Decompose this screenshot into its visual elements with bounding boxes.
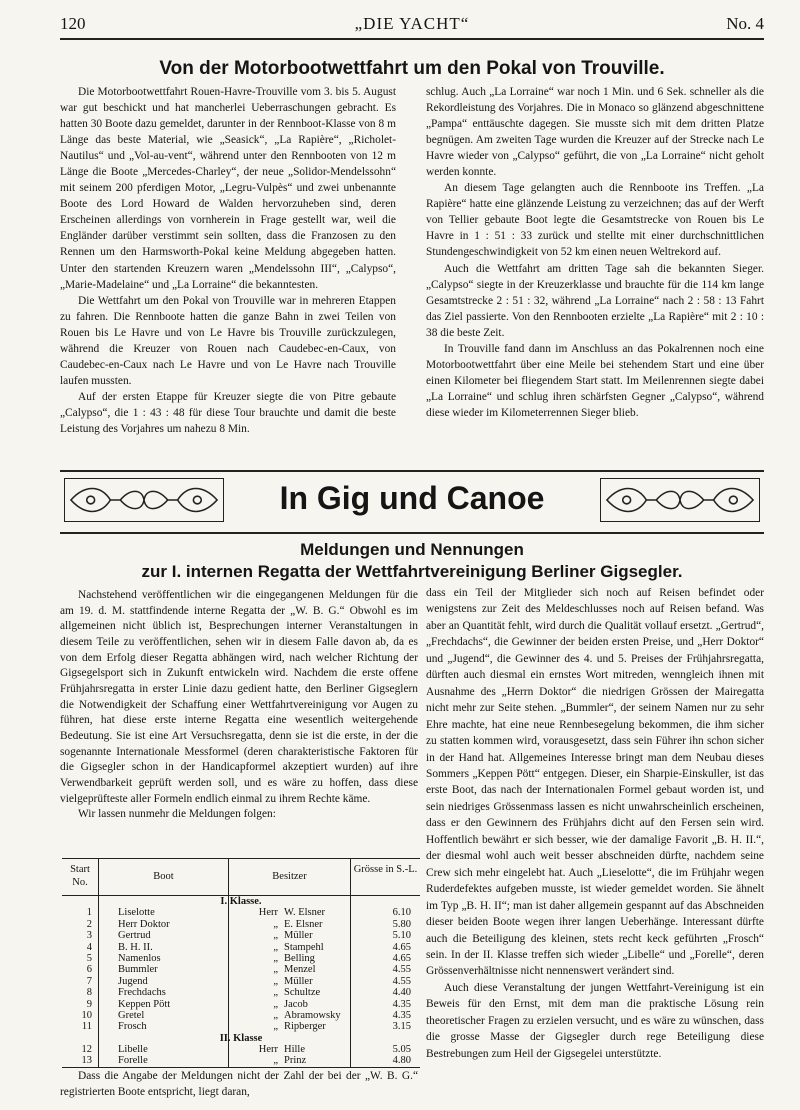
article1-right-column [426,84,764,421]
cell-owner-prefix: „ [273,930,278,942]
cell-owner-prefix: „ [273,918,278,930]
cell-owner: Stampehl [284,941,324,953]
cell-owner: Ripberger [284,1021,326,1033]
paragraph: Nachstehend veröffentlichen wir die eingegangenen Meldungen für die am 19. d. M. stattfindende interne Regatta der „W. B. G.“ Obwohl es im allgemeinen nicht üblich ist, Besprechungen interner Veranstaltungen in diesem Teile zu veröffentlichen, sehen wir in diesem Falle davon ab, da es von dem Erfolg dieser Regatta abhängen wird, nach welcher Richtung der Gigsegelsport sich in Zukunft entwickeln wird. Nachdem die erste offene Frühjahrsregatta in erster Linie dazu gedient hatte, den Berliner Gigseglern die Notwendigkeit der Schaffung einer Wettfahrtvereinigung vor Augen zu führen, hat diese erste interne Regatta eine wesentlich weitergehende Bedeutung. Sie ist eine Art Versuchsregatta, denn sie ist die erste, in der die sogenannte Internationale Messformel (deren charakteristische Faktoren für die Gigsegler schon in der Handicapformel akzeptiert wurden) auf ihre Verwendbarkeit geprüft werden soll, und es wäre zu hoffen, dass diese vielgeprüfteste aller Formeln endlich einmal zu ihrem Rechte käme. [60,589,418,805]
cell-owner: Müller [284,930,313,942]
article1-title: Von der Motorbootwettfahrt um den Pokal von Trouville. [159,58,665,79]
cell-start-no: 2 [86,918,92,930]
cell-boot: Gertrud [118,930,151,942]
cell-owner: Schultze [284,987,321,999]
class-heading: II. Klasse [219,1032,263,1044]
cell-size: 4.65 [392,941,411,953]
cell-owner: Hille [284,1044,305,1056]
cell-boot: Forelle [118,1055,148,1067]
paragraph: Die Wettfahrt um den Pokal von Trouville war in mehreren Etappen zu fahren. Die Rennboote hatten die ganze Bahn in zwei Teilen von Rouen bis Le Havre und von Le Havre bis Trouville zurückzulegen, während die Kreuzer von Rouen nach Caudebec-en-Caux, von Caudebec-en-Caux nach Le Havre und von Le Havre nach Trouville laufen mussten. [60,294,396,387]
cell-owner: Müller [284,975,313,987]
section-title: In Gig und Canoe [279,480,545,516]
cell-owner-prefix: „ [273,1009,278,1021]
cell-boot: Frosch [118,1021,147,1033]
table-row [62,1010,420,1021]
table-row [62,919,420,930]
cell-start-no: 12 [81,1044,92,1056]
table-body [62,896,420,1068]
paragraph: Auf der ersten Etappe für Kreuzer siegte die von Pitre gebaute „Calypso“, die 1 : 43 : 48 für diese Tour brauchte und damit die beste Leistung des Vorjahres um nahezu 8 Min. [60,390,396,435]
cell-boot: Jugend [118,975,148,987]
cell-boot: B. H. II. [118,941,153,953]
table-row [62,1044,420,1055]
cell-boot: Herr Doktor [118,918,170,930]
table-row [62,930,420,941]
cell-size: 4.40 [392,987,411,999]
cell-start-no: 6 [86,964,92,976]
cell-boot: Frechdachs [118,987,166,999]
cell-start-no: 5 [86,952,92,964]
table-row [62,999,420,1010]
table-row [62,907,420,918]
ornament-right-icon [600,478,760,522]
header-start: Start No. [70,864,90,888]
article2-left-footer [60,1069,418,1100]
cell-owner-prefix: „ [273,952,278,964]
cell-boot: Libelle [118,1044,148,1056]
cell-size: 4.35 [392,998,411,1010]
table-row [62,1055,420,1066]
paragraph: schlug. Auch „La Lorraine“ war noch 1 Min. und 6 Sek. schneller als die Rekordleistung des Vorjahres. Die in Monaco so glänzend abgeschnittene „Pampa“ enttäuschte dagegen. Sie musste sich mit dem dritten Platze begnügen. Am zweiten Tage wurden die Kreuzer auf der Strecke nach Le Havre wieder von „Calypso“ geführt, die von „La Lorraine“ nicht geholt werden konnte. [426,86,764,179]
ornament-left-icon [64,478,224,522]
cell-size: 5.05 [392,1044,411,1056]
cell-start-no: 7 [86,975,92,987]
class-heading: I. Klasse. [220,896,262,907]
article1-left-column [60,84,396,437]
cell-boot: Liselotte [118,907,155,919]
cell-size: 4.55 [392,964,411,976]
magazine-title: „DIE YACHT“ [354,14,470,33]
table-row [62,976,420,987]
cell-boot: Gretel [118,1009,145,1021]
cell-owner-prefix: Herr [258,1044,278,1056]
header-rule [60,38,764,40]
cell-owner: W. Elsner [284,907,326,919]
header-groesse: Grösse in S.-L. [353,864,418,875]
cell-owner-prefix: „ [273,964,278,976]
cell-owner-prefix: „ [273,941,278,953]
cell-start-no: 1 [86,907,92,919]
paragraph: An diesem Tage gelangten auch die Rennboote ins Treffen. „La Rapière“ hatte eine glänzende Leistung zu verzeichnen; das auf der Werft von Tellier gebaute Boot legte die Gesamtstrecke von Rouen bis Le Havre in 1 : 51 : 33 zurück und stellte mit einer durchschnittlichen Stundengeschwindigkeit von 52 km einen neuen Weltrekord auf. [426,182,764,259]
paragraph: dass ein Teil der Mitglieder sich noch auf Reisen befindet oder wenigstens zur Zeit des Meldeschlusses noch auf Reisen befand. Was aber an Quantität fehlt, wird durch die Qualität vollauf ersetzt. „Gertrud“, „Frechdachs“, die Gewinner der beiden ersten Preise, und „Herr Doktor“ und „Jugend“, die Gewinner des 4. und 5. Preises der Frühjahrsregatta, dürften auch diesmal ein ernstes Wort mitreden, wenngleich ihnen mit Ausnahme des „Herrn Doktor“ die niedrigen Grössen der Mairegatta nicht mehr zur Seite stehen. „Bummler“, der seinem Namen nur zu sehr Ehre machte, hat eine neue Rennbesegelung bekommen, die ihm sicher zu statten kommen wird, vorausgesetzt, dass sein Führer ihn schon sicher in der Hand hat. Allgemeines Interesse bringt man dem Neubau dieses Sommers „Keppen Pött“ entgegen. Dieser, ein Sharpie-Einskuller, ist das erste Boot, das nach der Internationalen Formel gebaut worden ist, und sein niedriges Grössenmass lassen es nicht unwahrscheinlich erscheinen, dass er den Gewinnern des Frühjahrs dicht auf den Fersen sein wird. Hoffentlich bewährt er sich besser, wie der damalige Favorit „B. H. II.“, der diesmal wohl auch weit besser abschneiden dürfte, nachdem seine Crew sich mehr eingelebt hat. Auch „Lieselotte“, die im Frühjahr wegen Ruderdefektes aufgeben musste, ist wieder gemeldet worden. Sie ähnelt im Typ „B. H. II“; man ist daher allgemein gespannt auf das Abschneiden dieser beiden Boote wegen ihrer langen Ueberhänge. Interessant dürfte auch die Beteiligung des kleinen, stets recht keck geführten „Frosch“ sein. In der II. Klasse treffen sich wieder „Libelle“ und „Forelle“, deren Grössenverhältnisse nicht nennenswert verändert sind. [426,587,764,978]
cell-owner-prefix: „ [273,998,278,1010]
cell-size: 6.10 [392,907,411,919]
page-number: 120 [60,14,86,33]
cell-owner-prefix: Herr [258,907,278,919]
cell-owner: Menzel [284,964,316,976]
cell-owner-prefix: „ [273,987,278,999]
table-row [62,987,420,998]
cell-owner: Prinz [284,1055,307,1067]
header-besitzer: Besitzer [272,871,307,882]
paragraph: Dass die Angabe der Meldungen nicht der Zahl der bei der „W. B. G.“ registrierten Boote entspricht, liegt daran, [60,1070,418,1098]
article2-left-column [60,588,418,823]
table-row [62,942,420,953]
cell-size: 3.15 [392,1021,411,1033]
cell-owner-prefix: „ [273,1055,278,1067]
cell-size: 5.80 [392,918,411,930]
table-row [62,953,420,964]
cell-size: 4.65 [392,952,411,964]
cell-start-no: 4 [86,941,92,953]
cell-start-no: 13 [81,1055,92,1067]
cell-size: 4.55 [392,975,411,987]
paragraph: In Trouville fand dann im Anschluss an das Pokalrennen noch eine Motorbootwettfahrt über eine Meile bei stehendem Start und eine über einen Kilometer bei fliegendem Start statt. Im Meilenrennen siegte dabei „La Lorraine“ und schlug ihren schärfsten Gegner „Calypso“, während diese wieder im Kilometerrennen Sieger blieb. [426,342,764,419]
cell-start-no: 11 [81,1021,92,1033]
cell-owner: E. Elsner [284,918,323,930]
cell-owner: Jacob [284,998,308,1010]
header-boot: Boot [153,871,174,882]
cell-owner: Belling [284,952,315,964]
table-row [62,1021,420,1032]
cell-owner: Abramowsky [284,1009,341,1021]
cell-owner-prefix: „ [273,1021,278,1033]
table-header [62,859,420,896]
page-header [60,14,764,36]
cell-start-no: 9 [86,998,92,1010]
article2-subtitle: zur I. internen Regatta der Wettfahrtvereinigung Berliner Gigsegler. [141,562,683,581]
cell-boot: Bummler [118,964,158,976]
cell-owner-prefix: „ [273,975,278,987]
cell-size: 4.35 [392,1009,411,1021]
cell-size: 5.10 [392,930,411,942]
cell-start-no: 3 [86,930,92,942]
table-intro: Wir lassen nunmehr die Meldungen folgen: [78,808,276,821]
cell-size: 4.80 [392,1055,411,1067]
paragraph: Die Motorbootwettfahrt Rouen-Havre-Trouville vom 3. bis 5. August war gut beschickt und hat mancherlei Ueberraschungen gebracht. Es hatten 30 Boote dazu gemeldet, darunter in der Rennboot-Klasse von 8 m Länge das beste Material, wie „Seasick“, „La Rapière“, „Richolet-Nautilus“ und „Vol-au-vent“, während unter den Rennbooten von 12 m Länge die Boote „Mercedes-Charley“, der neue „Solidor-Mendelssohn“ mit seinem 200 pferdigen Motor, „Legru-Vulpès“ und zwei unbenannte Boote des Lord Howard de Walden hervorzuheben sind, deren Erscheinen allerdings von vornherein in Frage gestellt war, weil die Engländer darüber verstimmt sein sollten, dass die Franzosen zu den Rennen um den Harmsworth-Pokal keine Meldung abgegeben hatten. Unter den startenden Kreuzern waren „Mendelssohn III“, „Calypso“, „Marie-Madelaine“ und „La Lorraine“ die bekanntesten. [60,86,396,291]
entries-table [62,858,420,1068]
cell-start-no: 8 [86,987,92,999]
table-row [62,964,420,975]
cell-boot: Keppen Pött [118,998,171,1010]
cell-start-no: 10 [81,1009,92,1021]
paragraph: Auch diese Veranstaltung der jungen Wettfahrt-Vereinigung ist ein Beweis für den Ernst, mit dem man die praktische Lösung rein theoretischer Fragen zu erzielen versucht, und es wäre zu wünschen, dass die grosse Masse der Gigsegler durch rege Beteiligung diese Bestrebungen zum Heil der Gigsegelei unterstützte. [426,981,764,1060]
paragraph: Auch die Wettfahrt am dritten Tage sah die bekannten Sieger. „Calypso“ siegte in der Kreuzerklasse und brauchte für die 114 km lange Gesamtstrecke 2 : 51 : 32, während „La Lorraine“ nach 2 : 58 : 13 Fahrt das Ziel passierte. Von den Rennbooten erzielte „La Rapière“ mit 2 : 10 : 38 die beste Zeit. [426,262,764,339]
article2-title: Meldungen und Nennungen [300,540,524,559]
section-banner [60,470,764,534]
cell-boot: Namenlos [118,952,161,964]
article2-right-column [426,585,764,1062]
issue-number: No. 4 [726,14,764,33]
